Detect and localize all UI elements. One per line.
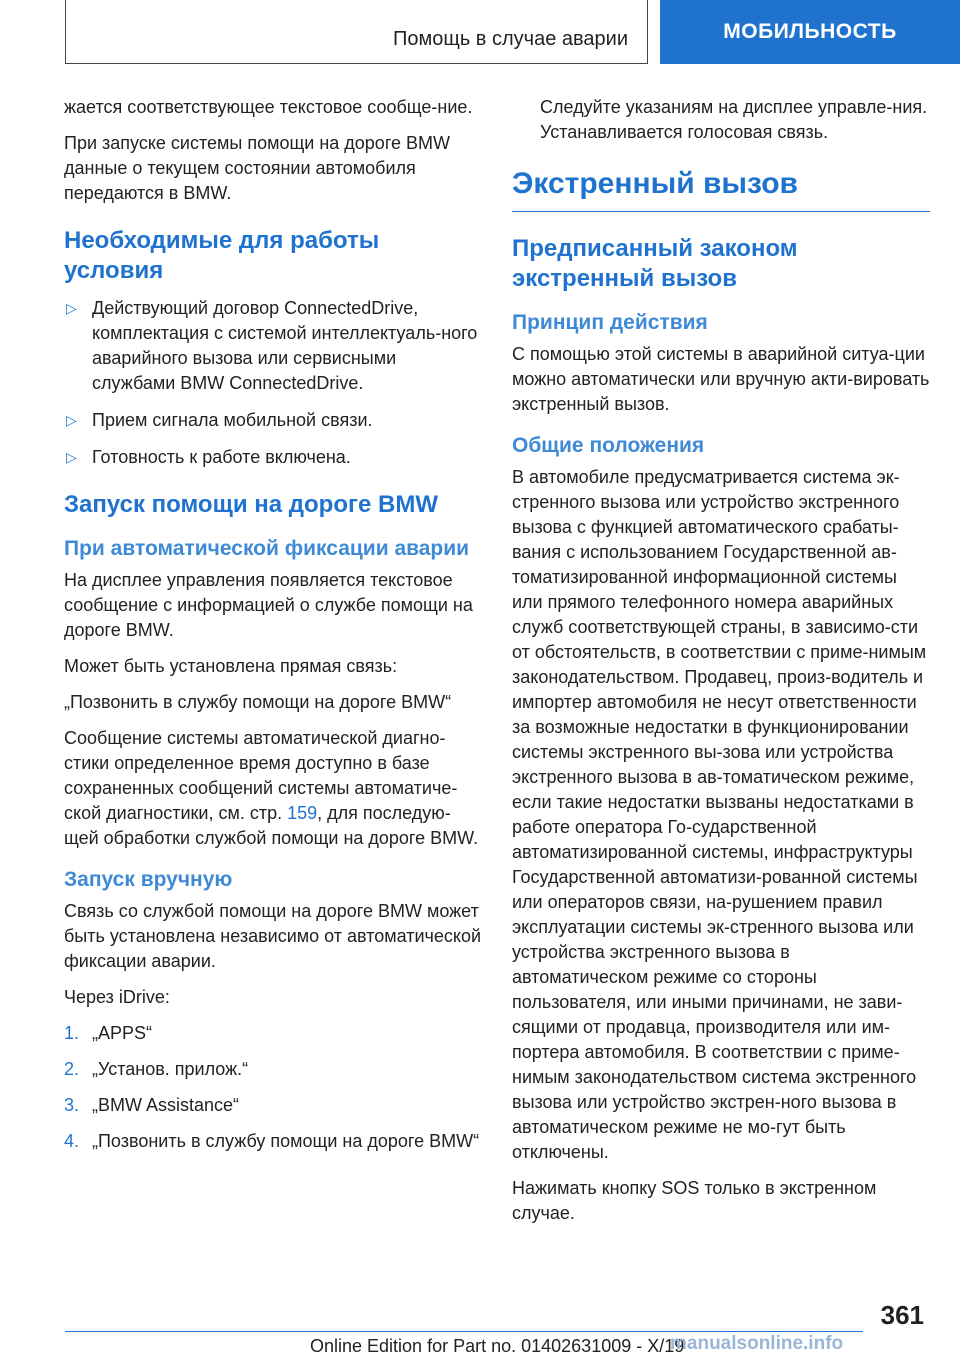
watermark: manualsonline.info [670, 1333, 844, 1354]
footer-edition: Online Edition for Part no. 01402631009 - X/19 [310, 1336, 685, 1356]
list-item: ▷ Прием сигнала мобильной связи. [64, 408, 482, 433]
heading-principle: Принцип действия [512, 311, 708, 334]
list-item: 1. „APPS“ [64, 1023, 153, 1043]
conditions-list [64, 296, 482, 470]
paragraph: Может быть установлена прямая связь: [64, 656, 398, 676]
page-link[interactable]: 159 [287, 803, 318, 823]
right-column [512, 95, 930, 1237]
heading-general: Общие положения [512, 434, 705, 457]
heading-manual: Запуск вручную [64, 868, 233, 891]
list-item: 3. „BMW Assistance“ [64, 1095, 240, 1115]
heading-emergency-call: Экстренный вызов [512, 167, 930, 212]
footer-divider [65, 1331, 863, 1332]
triangle-bullet-icon: ▷ [66, 412, 77, 428]
paragraph: Через iDrive: [64, 987, 170, 1007]
steps-list [64, 1021, 482, 1154]
paragraph: Связь со службой помощи на дороге BMW может быть установлена независимо от автоматической фиксации аварии. [64, 901, 482, 971]
heading-legal-call: Предписанный законом экстренный вызов [512, 235, 798, 292]
list-item: 2. „Установ. прилож.“ [64, 1059, 249, 1079]
paragraph: Сообщение системы автоматической диагно-стики определенное время доступно в базе сохраненных сообщений системы автоматиче-ской диагностики, см. стр. 159, для последую-щей обработки службой помощи на дороге BMW. [64, 728, 479, 848]
paragraph: Нажимать кнопку SOS только в экстренном случае. [512, 1178, 877, 1223]
paragraph: жается соответствующее текстовое сообще-ние. [64, 97, 473, 117]
list-item: ▷ Готовность к работе включена. [64, 445, 482, 470]
paragraph: При запуске системы помощи на дороге BMW данные о текущем состоянии автомобиля передаются в BMW. [64, 133, 450, 203]
heading-automatic: При автоматической фиксации аварии [64, 537, 470, 560]
list-item: 4. „Позвонить в службу помощи на дороге BMW“ [64, 1131, 480, 1151]
header-section-title: Помощь в случае аварии [393, 28, 628, 50]
heading-start-assistance: Запуск помощи на дороге BMW [64, 491, 438, 518]
header-category-tab[interactable]: МОБИЛЬНОСТЬ [660, 0, 960, 64]
triangle-bullet-icon: ▷ [66, 300, 77, 316]
list-item: ▷ Действующий договор ConnectedDrive, комплектация с системой интеллектуаль-ного аварийного вызова или сервисными службами BMW ConnectedDrive. [66, 298, 478, 393]
triangle-bullet-icon: ▷ [66, 449, 77, 465]
paragraph: С помощью этой системы в аварийной ситуа-ции можно автоматически или вручную акти-вировать экстренный вызов. [512, 344, 930, 414]
paragraph: Следуйте указаниям на дисплее управле-ния. Устанавливается голосовая связь. [540, 97, 928, 142]
paragraph: На дисплее управления появляется текстовое сообщение с информацией о службе помощи на дороге BMW. [64, 570, 473, 640]
page-number: 361 [880, 1300, 924, 1330]
left-column [64, 95, 482, 1165]
heading-conditions: Необходимые для работы условия [64, 227, 380, 284]
paragraph: В автомобиле предусматривается система эк-стренного вызова или устройство экстренного вызова с функцией автоматического срабаты-вания с использованием Государственной ав-томатизированной информационной системы или прямого телефонного номера аварийных служб соответствующей страны, в зависимо-сти от обстоятельств, в соответствии с приме-нимым законодательством. Продавец, произ-водитель и импортер автомобиля не несут ответственности за возможные недостатки в функционировании системы экстренного вы-зова или устройства экстренного вызова в ав-томатическом режиме, если такие недостатки вызваны недостатками в работе оператора Го-сударственной автоматизированной системы, инфраструктуры Государственной автоматизи-рованной системы или операторов связи, на-рушением правил эксплуатации системы эк-стренного вызова или устройства экстренного вызова в автоматическом режиме со стороны пользователя, или иными причинами, не зави-сящими от продавца, производителя или им-портера автомобиля. В соответствии с приме-нимым законодательством система экстренного вызова или устройство экстрен-ного вызова в автоматическом режиме не мо-гут быть отключены. [512, 467, 927, 1162]
paragraph: „Позвонить в службу помощи на дороге BMW“ [64, 692, 452, 712]
